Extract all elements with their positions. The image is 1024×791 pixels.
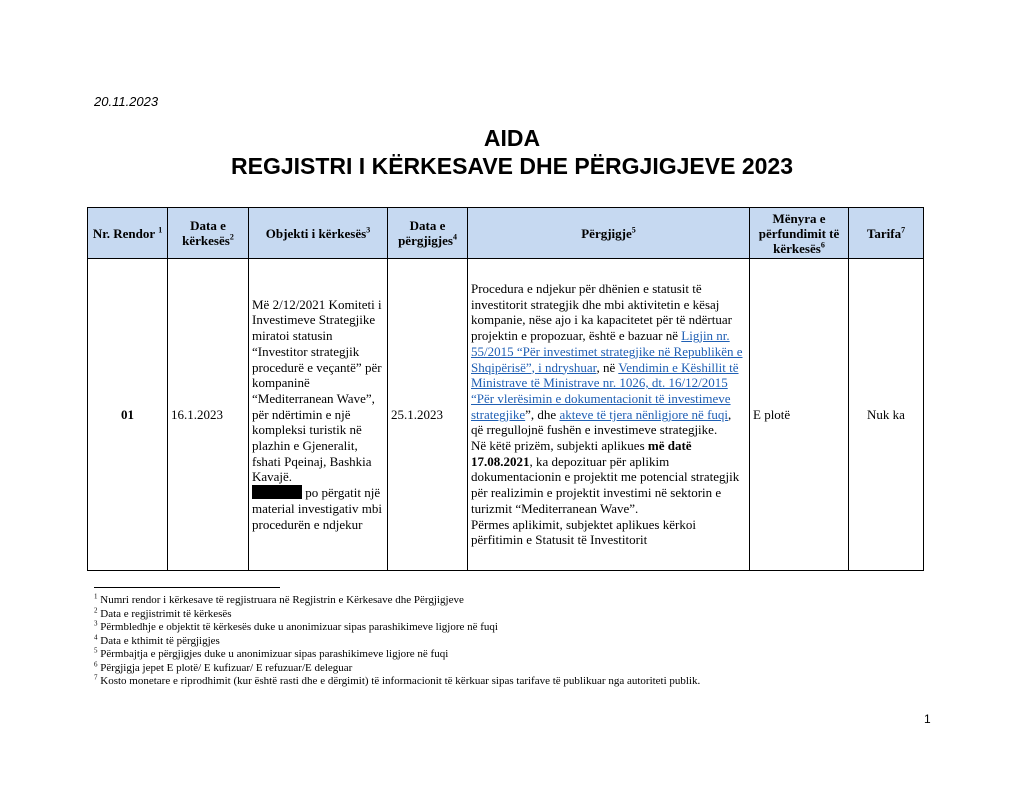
footnote-2: $^2$ Data e regjistrimit të kërkesës xyxy=(94,605,232,620)
footnote-5: $^5$ Përmbajtja e përgjigjes duke u anonimizuar sipas parashikimeve ligjore në fuqi xyxy=(94,646,449,660)
footnote-7: $^7$ Kosto monetare e riprodhimit (kur është rasti dhe e dërgimit) të informacionit të kërkuar sipas tarifave të publikuar nga autoriteti publik. xyxy=(94,673,701,687)
link-vendimi-kkm-1026[interactable]: Vendimin e Këshillit të Ministrave të Ministrave nr. 1026, dt. 16/12/2015 “Për vlerësimin e dokumentacionit të investimeve strategjike xyxy=(471,359,739,422)
link-akte-nenligjore[interactable]: akteve të tjera nënligjore në fuqi xyxy=(559,406,729,422)
document-title: AIDA xyxy=(483,125,541,151)
cell-tarifa: Nuk ka xyxy=(849,259,924,571)
cell-data-pergjigjes: 25.1.2023 xyxy=(388,259,468,571)
cell-data-kerkeses: 16.1.2023 xyxy=(168,259,249,571)
header-nr-rendor: Nr. Rendor $^1$ xyxy=(88,208,168,259)
header-menyra: Mënyra e përfundimit të kërkesës$^6$ xyxy=(750,208,849,259)
redaction-block xyxy=(252,485,302,499)
table-header-row xyxy=(88,208,924,259)
footnote-divider xyxy=(94,587,280,588)
footnote-3: $^3$ Përmbledhje e objektit të kërkesës duke u anonimizuar sipas parashikimeve ligjore në fuqi xyxy=(94,619,498,633)
cell-menyra: E plotë xyxy=(750,259,849,571)
footnote-6: $^6$ Përgjigja jepet E plotë/ E kufizuar/ E refuzuar/E deleguar xyxy=(94,659,353,674)
cell-objekti: Më 2/12/2021 Komiteti i Investimeve Strategjike miratoi statusin “Investitor strategjik procedurë e veçantë” për kompaninë “Mediterranean Wave”, për ndërtimin e një kompleksi turistik në plazhin e Gjeneralit, fshati Pqeinaj, Bashkia Kavajë. po përgatit një material investigativ mbi procedurën e ndjekur xyxy=(249,259,388,571)
header-objekti: Objekti i kërkesës$^3$ xyxy=(249,208,388,259)
table-row xyxy=(88,259,924,571)
document-subtitle: REGJISTRI I KËRKESAVE DHE PËRGJIGJEVE 2023 xyxy=(231,153,793,179)
header-data-pergjigjes: Data e përgjigjes$^4$ xyxy=(388,208,468,259)
header-tarifa: Tarifa$^7$ xyxy=(849,208,924,259)
footnote-4: $^4$ Data e kthimit të përgjigjes xyxy=(94,632,220,647)
footnote-1: $^1$ Numri rendor i kërkesave të regjistruara në Regjistrin e Kërkesave dhe Përgjigjeve xyxy=(94,592,464,606)
register-table xyxy=(87,207,924,571)
cell-pergjigje: Procedura e ndjekur për dhënien e statusit të investitorit strategjik dhe mbi aktivitetin e kësaj kompanie, nëse ajo i ka kapacitetet për të ndërtuar projektin e propozuar, është e bazuar në Ligjin nr. 55/2015 “Për investimet strategjike në Republikën e Shqipërisë”, i ndryshuar, në Vendimin e Këshillit të Ministrave të Ministrave nr. 1026, dt. 16/12/2015 “Për vlerësimin e dokumentacionit të investimeve strategjike”, dhe akteve të tjera nënligjore në fuqi, që rregullojnë fushën e investimeve strategjike. Në këtë prizëm, subjekti aplikues më datë 17.08.2021, ka depozituar për aplikim dokumentacionin e projektit me potencial strategjik për realizimin e projektit investimi në sektorin e turizmit “Mediterranean Wave”. Përmes aplikimit, subjektet aplikues kërkoi përfitimin e Statusit të Investitorit xyxy=(468,259,750,571)
document-date: 20.11.2023 xyxy=(94,94,159,109)
footnotes xyxy=(94,594,700,689)
cell-nr: 01 xyxy=(88,259,168,571)
link-ligji-55-2015[interactable]: Ligjin nr. 55/2015 “Për investimet strategjike në Republikën e Shqipërisë”, i ndryshuar xyxy=(471,328,743,375)
page-number: 1 xyxy=(924,712,931,726)
header-pergjigje: Përgjigje$^5$ xyxy=(468,208,750,259)
header-data-kerkeses: Data e kërkesës$^2$ xyxy=(168,208,249,259)
